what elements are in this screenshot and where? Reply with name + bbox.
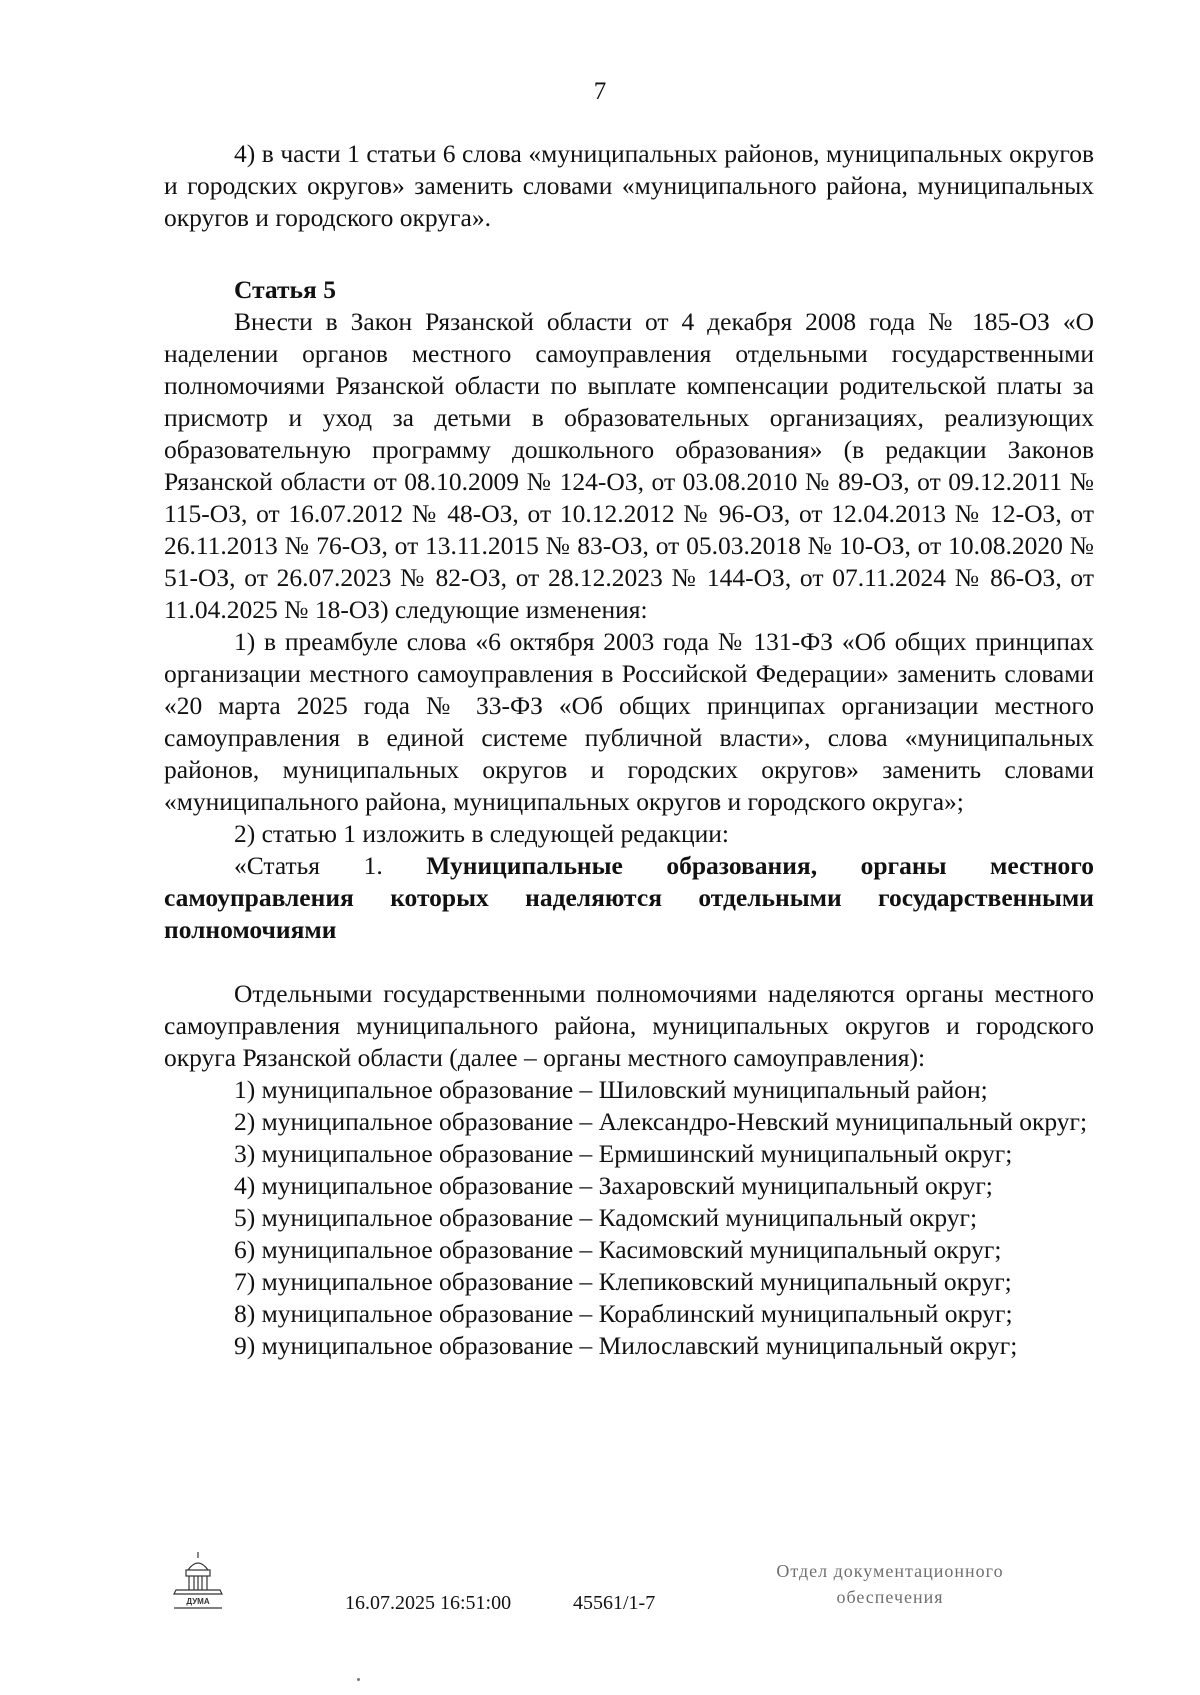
- article-heading: Статья 5: [234, 275, 336, 304]
- duma-logo: [172, 1550, 224, 1612]
- list-item: 2) муниципальное образование – Александро-Невский муниципальный округ;: [234, 1107, 1088, 1136]
- list-item: 5) муниципальное образование – Кадомский муниципальный округ;: [234, 1203, 978, 1232]
- document-body: [164, 138, 1094, 1362]
- list-item: 3) муниципальное образование – Ермишинский муниципальный округ;: [234, 1139, 1013, 1168]
- footer-datetime: 16.07.2025 16:51:00: [345, 1592, 512, 1614]
- spacer: [164, 234, 1094, 274]
- stamp-line-2: обеспечения: [836, 1587, 944, 1607]
- list-item: 1) муниципальное образование – Шиловский муниципальный район;: [234, 1075, 988, 1104]
- article-1-heading: [164, 850, 1094, 946]
- list-item: 9) муниципальное образование – Милославский муниципальный округ;: [234, 1331, 1018, 1360]
- paragraph-item-4: 4) в части 1 статьи 6 слова «муниципальных районов, муниципальных округов и городских округов» заменить словами «муниципального района, муниципальных округов и городского округа».: [164, 139, 1094, 232]
- svg-text:ДУМА: ДУМА: [186, 1597, 210, 1606]
- spacer: [164, 946, 1094, 978]
- article-1-title: Муниципальные образования, органы местного самоуправления которых наделяются отдельными государственными полномочиями: [164, 851, 1094, 944]
- municipality-list: [164, 1074, 1094, 1362]
- department-stamp: [740, 1558, 1040, 1610]
- paragraph-intro: Внести в Закон Рязанской области от 4 декабря 2008 года № 185-ОЗ «О наделении органов местного самоуправления отдельными государственными полномочиями Рязанской области по выплате компенсации родительской платы за присмотр и уход за детьми в образовательных организациях, реализующих образовательную программу дошкольного образования» (в редакции Законов Рязанской области от 08.10.2009 № 124-ОЗ, от 03.08.2010 № 89-ОЗ, от 09.12.2011 № 115-ОЗ, от 16.07.2012 № 48-ОЗ, от 10.12.2012 № 96-ОЗ, от 12.04.2013 № 12-ОЗ, от 26.11.2013 № 76-ОЗ, от 13.11.2015 № 83-ОЗ, от 05.03.2018 № 10-ОЗ, от 10.08.2020 № 51-ОЗ, от 26.07.2023 № 82-ОЗ, от 28.12.2023 № 144-ОЗ, от 07.11.2024 № 86-ОЗ, от 11.04.2025 № 18-ОЗ) следующие изменения:: [164, 307, 1094, 624]
- list-item: 7) муниципальное образование – Клепиковский муниципальный округ;: [234, 1267, 1012, 1296]
- list-item: 8) муниципальное образование – Кораблинский муниципальный округ;: [234, 1299, 1013, 1328]
- page-number: 7: [593, 78, 607, 105]
- paragraph-item-2: 2) статью 1 изложить в следующей редакции:: [234, 819, 729, 848]
- list-item: 6) муниципальное образование – Касимовский муниципальный округ;: [234, 1235, 1002, 1264]
- stamp-line-1: Отдел документационного: [776, 1561, 1004, 1581]
- footer-doc-code: 45561/1-7: [573, 1592, 656, 1614]
- scan-artifact: [357, 1678, 360, 1681]
- article-1-body: Отдельными государственными полномочиями наделяются органы местного самоуправления муниципального района, муниципальных округов и городского округа Рязанской области (далее – органы местного самоуправления):: [164, 979, 1094, 1072]
- page-footer: [0, 1550, 1200, 1650]
- article-1-prefix: «Статья 1.: [234, 851, 427, 880]
- paragraph-item-1: 1) в преамбуле слова «6 октября 2003 года № 131-ФЗ «Об общих принципах организации местного самоуправления в Российской Федерации» заменить словами «20 марта 2025 года № 33-ФЗ «Об общих принципах организации местного самоуправления в единой системе публичной власти», слова «муниципальных районов, муниципальных округов и городских округов» заменить словами «муниципального района, муниципальных округов и городского округа»;: [164, 627, 1094, 816]
- list-item: 4) муниципальное образование – Захаровский муниципальный округ;: [234, 1171, 993, 1200]
